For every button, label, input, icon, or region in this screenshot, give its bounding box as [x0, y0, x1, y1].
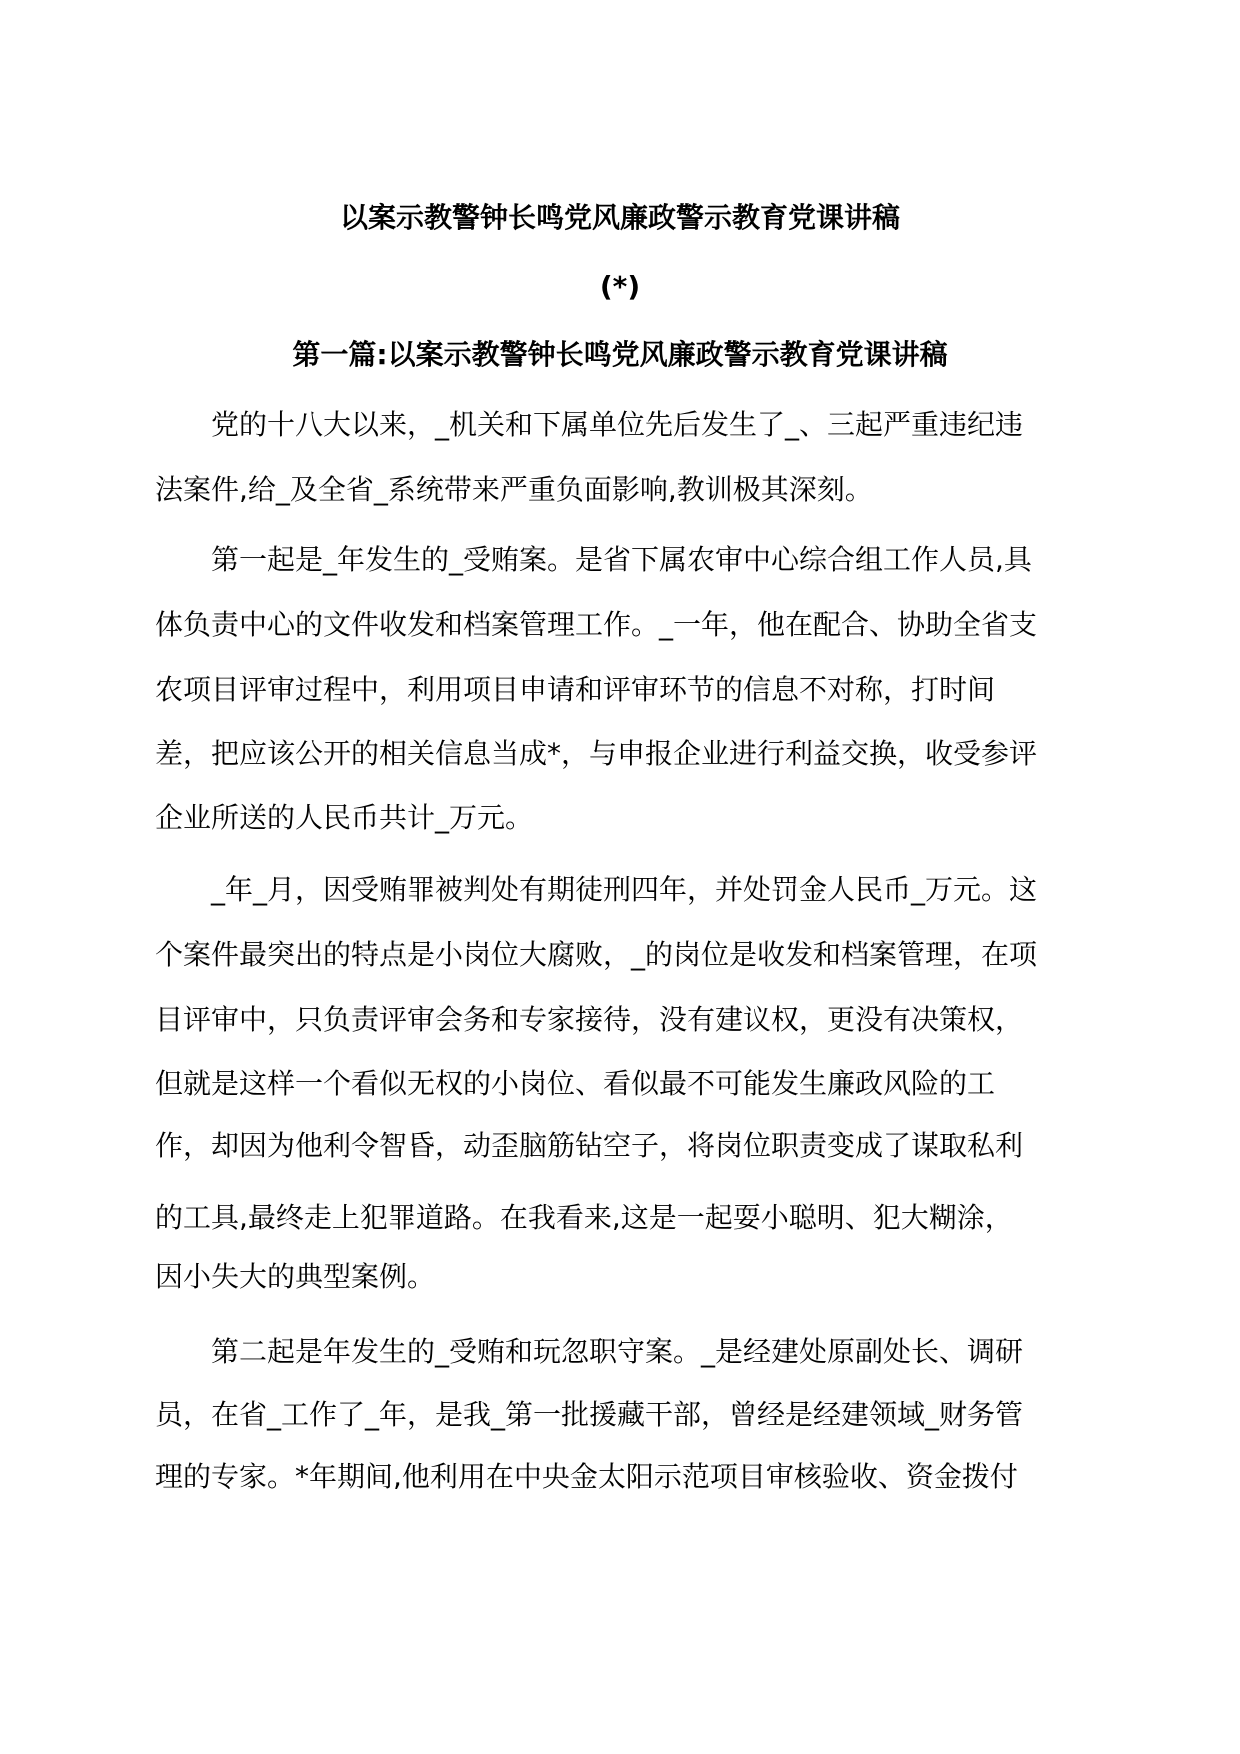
paragraph-line: 因小失大的典型案例。: [155, 1260, 436, 1293]
paragraph-line: _年_月，因受贿罪被判处有期徒刑四年，并处罚金人民币_万元。这: [211, 873, 1038, 906]
document-title-suffix: (*): [599, 270, 641, 303]
paragraph-line: 体负责中心的文件收发和档案管理工作。_一年，他在配合、协助全省支: [155, 608, 1038, 641]
paragraph-line: 个案件最突出的特点是小岗位大腐败，_的岗位是收发和档案管理，在项: [155, 938, 1038, 971]
paragraph-line: 作，却因为他利令智昏，动歪脑筋钻空子，将岗位职责变成了谋取私利: [155, 1129, 1024, 1162]
paragraph-line: 员，在省_工作了_年，是我_第一批援藏干部，曾经是经建领域_财务管: [155, 1398, 1024, 1431]
paragraph-line: 目评审中，只负责评审会务和专家接待，没有建议权，更没有决策权，: [155, 1003, 1024, 1036]
paragraph-line: 第一起是_年发生的_受贿案。是省下属农审中心综合组工作人员,具: [211, 543, 1032, 576]
paragraph-line: 但就是这样一个看似无权的小岗位、看似最不可能发生廉政风险的工: [155, 1067, 996, 1100]
document-title: 以案示教警钟长鸣党风廉政警示教育党课讲稿: [339, 201, 900, 234]
paragraph-line: 的工具,最终走上犯罪道路。在我看来,这是一起耍小聪明、犯大糊涂，: [155, 1201, 1013, 1234]
paragraph-line: 农项目评审过程中，利用项目申请和评审环节的信息不对称，打时间: [155, 673, 996, 706]
section-heading: 第一篇:以案示教警钟长鸣党风廉政警示教育党课讲稿: [292, 338, 948, 371]
paragraph-line: 法案件,给_及全省_系统带来严重负面影响,教训极其深刻。: [155, 473, 873, 506]
paragraph-line: 第二起是年发生的_受贿和玩忽职守案。_是经建处原副处长、调研: [211, 1335, 1024, 1368]
paragraph-line: 差，把应该公开的相关信息当成*，与申报企业进行利益交换，收受参评: [155, 737, 1038, 770]
paragraph-line: 企业所送的人民币共计_万元。: [155, 801, 534, 834]
paragraph-line: 党的十八大以来，_机关和下属单位先后发生了_、三起严重违纪违: [211, 408, 1024, 441]
paragraph-line: 理的专家。*年期间,他利用在中央金太阳示范项目审核验收、资金拨付: [155, 1460, 1018, 1493]
